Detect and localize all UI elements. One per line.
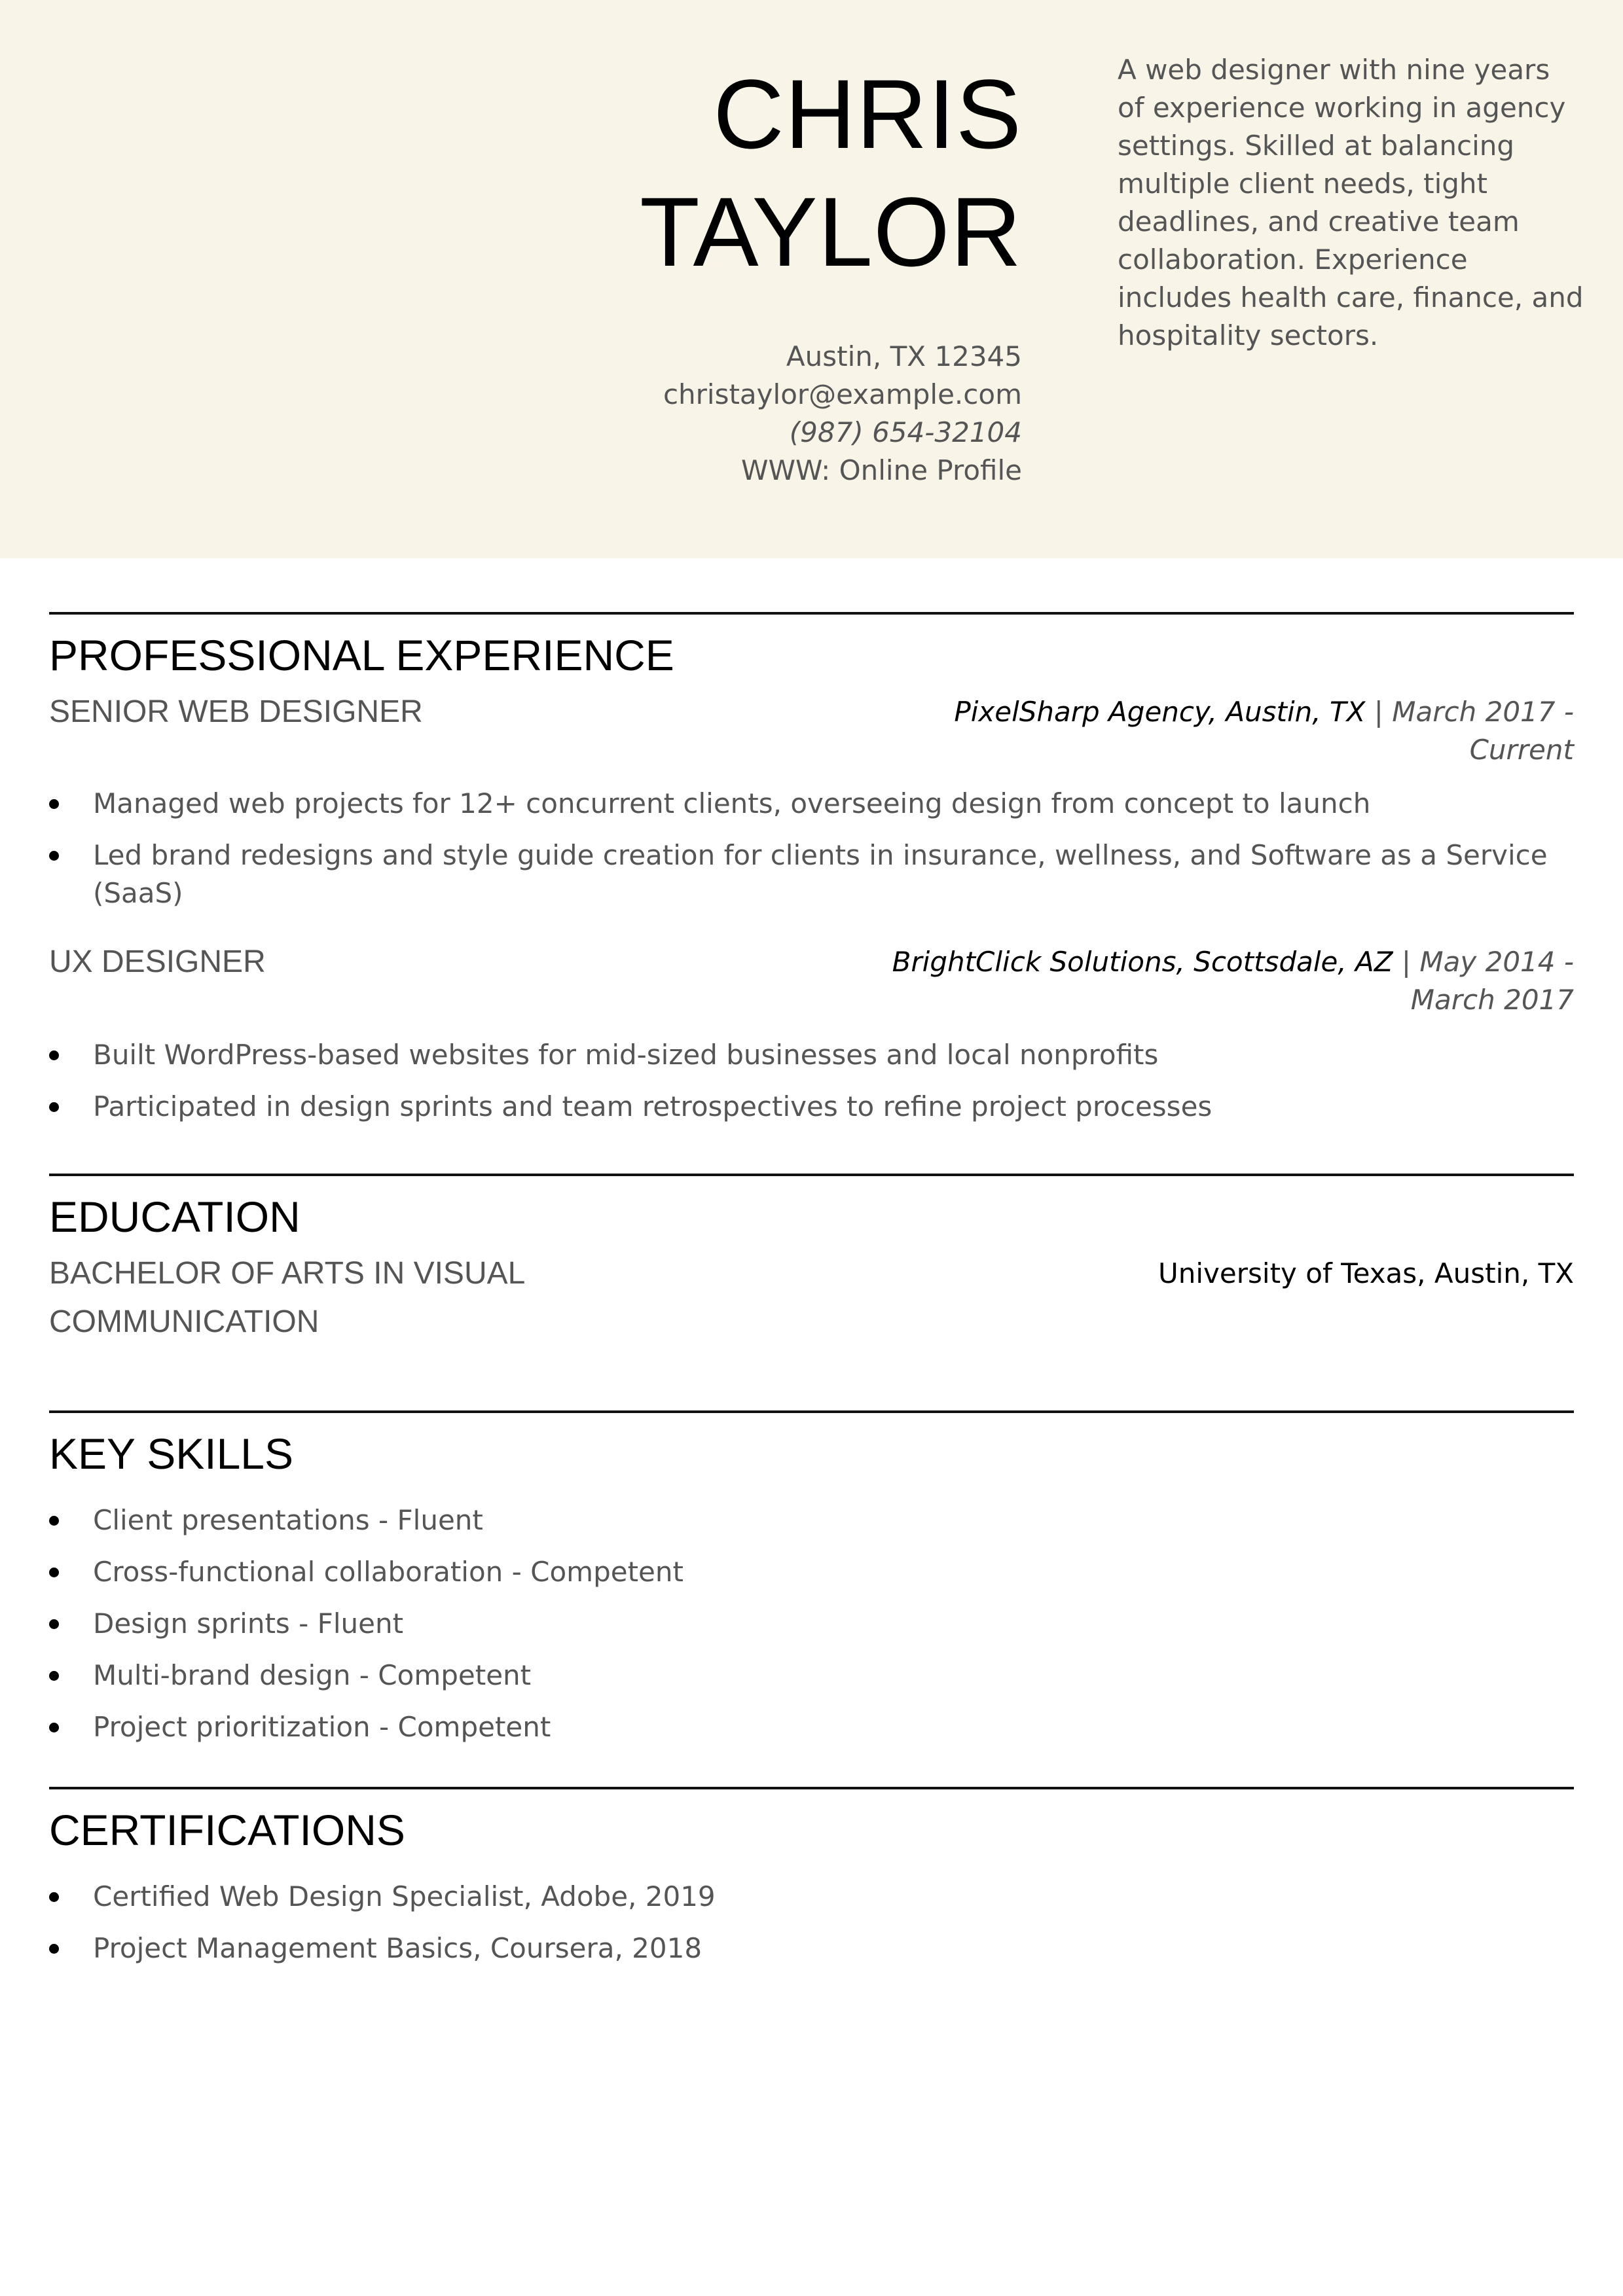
certifications-list xyxy=(49,1878,1574,1981)
skills-list xyxy=(49,1501,1574,1760)
job-title: SENIOR WEB DESIGNER xyxy=(49,694,423,729)
list-item: Built WordPress-based websites for mid-sized businesses and local nonprofits xyxy=(49,1036,1574,1074)
section-heading: EDUCATION xyxy=(49,1193,301,1241)
section-heading: CERTIFICATIONS xyxy=(49,1806,405,1854)
job-title: UX DESIGNER xyxy=(49,944,266,979)
job-dates: March 2017 - Current xyxy=(1392,696,1574,766)
candidate-name xyxy=(640,55,1022,291)
company-name: BrightClick Solutions xyxy=(892,946,1176,978)
list-item: Project prioritization - Competent xyxy=(49,1708,1574,1746)
job-bullets xyxy=(49,785,1574,926)
school: University of Texas, Austin, TX xyxy=(1158,1257,1574,1289)
section-heading: PROFESSIONAL EXPERIENCE xyxy=(49,631,674,679)
skills-section xyxy=(49,1410,1574,1743)
section-divider xyxy=(49,1787,1574,1789)
list-item: Design sprints - Fluent xyxy=(49,1605,1574,1643)
contact-info xyxy=(663,338,1022,490)
experience-section xyxy=(49,612,1574,1122)
summary: A web designer with nine years of experience working in agency settings. Skilled at balancing multiple client needs, tight deadlines, and creative team collaboration. Experience includes health care, finance, and hospitality sectors. xyxy=(1118,54,1584,351)
section-divider xyxy=(49,1410,1574,1413)
list-item: Cross-functional collaboration - Competent xyxy=(49,1553,1574,1591)
list-item: Project Management Basics, Coursera, 2018 xyxy=(49,1929,1574,1967)
job-bullets xyxy=(49,1036,1574,1139)
section-divider xyxy=(49,612,1574,615)
list-item: Client presentations - Fluent xyxy=(49,1501,1574,1539)
location: Austin, TX 12345 xyxy=(786,340,1022,372)
section-heading: KEY SKILLS xyxy=(49,1429,294,1478)
email[interactable]: christaylor@example.com xyxy=(663,378,1022,410)
job-meta: BrightClick Solutions, Scottsdale, AZ | May 2014 - March 2017 xyxy=(892,946,1574,1016)
last-name: TAYLOR xyxy=(640,177,1022,287)
job-dates: May 2014 - March 2017 xyxy=(1410,946,1574,1016)
degree: BACHELOR OF ARTS IN VISUAL COMMUNICATION xyxy=(49,1256,524,1339)
company-name: PixelSharp Agency xyxy=(954,696,1209,728)
section-divider xyxy=(49,1174,1574,1176)
job-location: Scottsdale, AZ xyxy=(1194,946,1393,978)
first-name: CHRIS xyxy=(713,59,1022,169)
job-location: Austin, TX xyxy=(1226,696,1366,728)
list-item: Participated in design sprints and team retrospectives to refine project processes xyxy=(49,1088,1574,1126)
education-section xyxy=(49,1174,1574,1339)
list-item: Led brand redesigns and style guide creation for clients in insurance, wellness, and Software as a Service (SaaS) xyxy=(49,836,1574,912)
list-item: Managed web projects for 12+ concurrent clients, overseeing design from concept to launch xyxy=(49,785,1574,823)
list-item: Multi-brand design - Competent xyxy=(49,1657,1574,1695)
phone: (987) 654-32104 xyxy=(789,416,1022,448)
list-item: Certified Web Design Specialist, Adobe, 2019 xyxy=(49,1878,1574,1916)
website-link[interactable]: WWW: Online Profile xyxy=(740,454,1022,486)
certifications-section xyxy=(49,1787,1574,1964)
resume-header xyxy=(0,0,1623,558)
job-meta: PixelSharp Agency, Austin, TX | March 2017 - Current xyxy=(954,696,1574,766)
